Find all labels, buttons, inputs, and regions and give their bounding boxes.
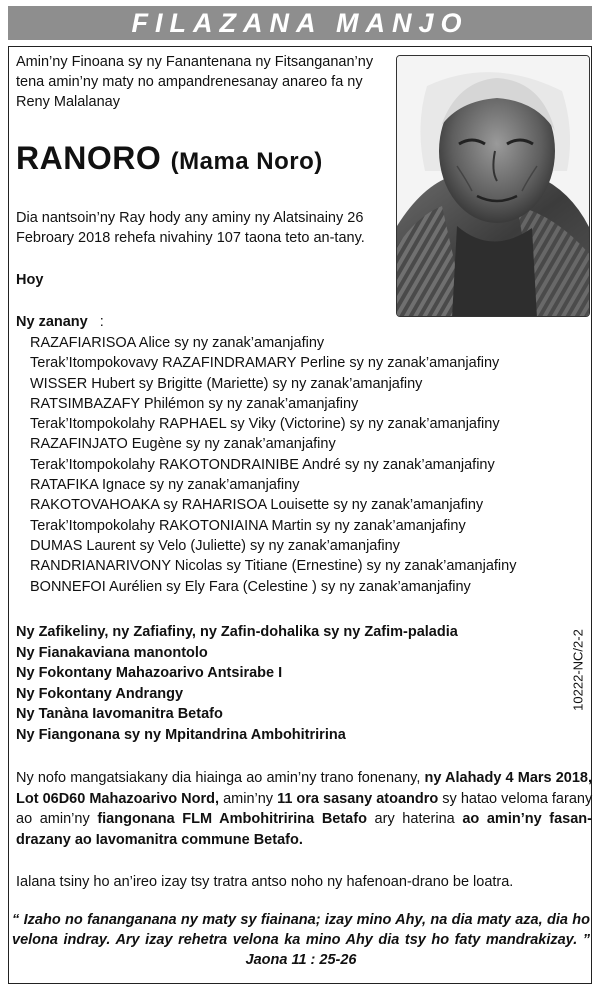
funeral-line: drazany ao Iavomanitra commune Betafo. — [16, 831, 303, 848]
children-colon: : — [99, 314, 104, 330]
list-item: RAZAFINJATO Eugène sy ny zanak’amanjafiny — [30, 436, 336, 453]
list-item: Ny Fianakaviana manontolo — [16, 644, 208, 661]
list-item: RAZAFIARISOA Alice sy ny zanak’amanjafiny — [30, 335, 325, 351]
portrait-image — [397, 56, 590, 317]
list-item: RAKOTOVAHOAKA sy RAHARISOA Louisette sy ny zanak’amanjafiny — [30, 497, 484, 514]
children-label: Ny zanany — [16, 314, 88, 330]
funeral-line — [16, 789, 592, 810]
funeral-text: amin’ny — [219, 790, 278, 807]
list-item: RANDRIANARIVONY Nicolas sy Titiane (Ernestine) sy ny zanak’amanjafiny — [30, 558, 517, 575]
list-item: Ny Fokontany Mahazoarivo Antsirabe I — [16, 665, 283, 681]
list-item: Terak’Itompokolahy RAPHAEL sy Viky (Victorine) sy ny zanak’amanjafiny — [30, 416, 500, 433]
deceased-nickname: (Mama Noro) — [170, 148, 323, 175]
list-item: RATAFIKA Ignace sy ny zanak’amanjafiny — [30, 477, 300, 494]
funeral-address: Lot 06D60 Mahazoarivo Nord, — [16, 790, 220, 807]
funeral-details — [16, 768, 592, 850]
deceased-photo — [396, 55, 590, 317]
list-item: DUMAS Laurent sy Velo (Juliette) sy ny zanak’amanjafiny — [30, 537, 400, 554]
quote-reference: Jaona 11 : 25-26 — [245, 952, 357, 968]
list-item: RATSIMBAZAFY Philémon sy ny zanak’amanjafiny — [30, 395, 359, 412]
intro-text: Amin’ny Finoana sy ny Fanantenana ny Fitsanganan’ny tena amin’ny maty no ampandrenesanay anareo fa ny Reny Malalanay — [16, 54, 374, 110]
relatives-list — [16, 622, 458, 745]
list-item: Ny Fiangonana sy ny Mpitandrina Ambohitririna — [16, 726, 346, 743]
funeral-church: fiangonana FLM Ambohitririna Betafo — [97, 811, 367, 827]
quote-line: velona indray. Ary izay rehetra velona ka mino Ahy dia tsy ho faty mandrakizay. ” — [12, 932, 590, 948]
funeral-line — [16, 809, 592, 830]
funeral-date: ny Alahady 4 Mars 2018, — [424, 770, 592, 786]
funeral-text: Ny nofo mangatsiakany dia hiainga ao amin’ny trano fonenany, — [16, 770, 425, 786]
apology-notice: Ialana tsiny ho an’ireo izay tsy tratra antso noho ny hafenoan-drano be loatra. — [16, 874, 514, 890]
list-item: Ny Zafikeliny, ny Zafiafiny, ny Zafin-dohalika sy ny Zafim-paladia — [16, 624, 458, 640]
list-item: BONNEFOI Aurélien sy Ely Fara (Celestine ) sy ny zanak’amanjafiny — [30, 578, 471, 595]
children-list — [30, 333, 516, 597]
children-heading — [16, 312, 104, 332]
list-item: Ny Tanàna Iavomanitra Betafo — [16, 706, 223, 722]
funeral-line — [16, 768, 592, 789]
notice-header: FILAZANA MANJO — [8, 6, 592, 40]
list-item: Terak’Itompokolahy RAKOTONDRAINIBE André sy ny zanak’amanjafiny — [30, 456, 495, 473]
reference-code: 10222-NC/2-2 — [570, 629, 586, 711]
deceased-name — [16, 138, 323, 182]
funeral-text: ao amin’ny — [16, 811, 98, 827]
quote-line: “ Izaho no fananganana ny maty sy fiainana; izay mino Ahy, na dia maty aza, dia ho — [12, 912, 590, 928]
funeral-text: ary haterina — [366, 811, 463, 827]
list-item: Ny Fokontany Andrangy — [16, 685, 184, 702]
list-item: Terak’Itompokovavy RAZAFINDRAMARY Perline sy ny zanak’amanjafiny — [30, 355, 500, 372]
funeral-text: sy hatao veloma farany — [438, 790, 593, 807]
death-notice: Dia nantsoin’ny Ray hody any aminy ny Alatsinainy 26 Febroary 2018 rehefa nivahiny 107 taona teto an-tany. — [16, 210, 365, 246]
list-item: Terak’Itompokolahy RAKOTONIAINA Martin sy ny zanak’amanjafiny — [30, 517, 466, 534]
list-item: WISSER Hubert sy Brigitte (Mariette) sy ny zanak’amanjafiny — [30, 375, 423, 392]
funeral-time: 11 ora sasany atoandro — [277, 790, 439, 807]
hoy-label: Hoy — [16, 272, 44, 288]
funeral-burial: ao amin’ny fasan- — [462, 811, 592, 827]
bible-quote — [12, 910, 590, 970]
deceased-name-main: RANORO — [16, 140, 162, 176]
